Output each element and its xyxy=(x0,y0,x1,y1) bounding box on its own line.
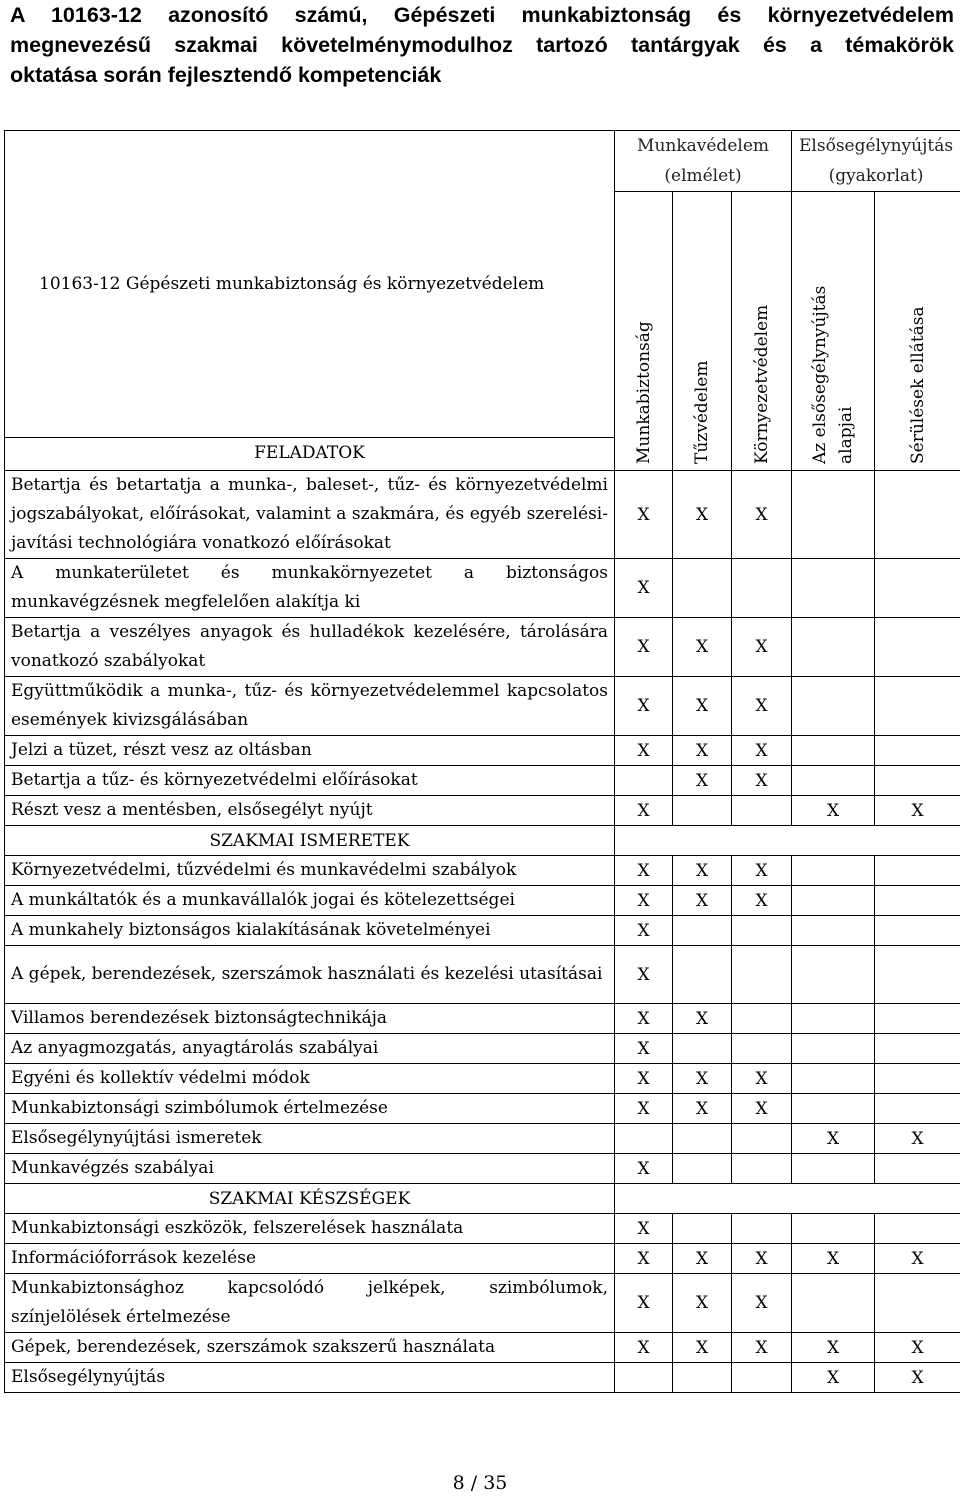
mark-cell: X xyxy=(615,736,673,766)
mark-cell: X xyxy=(792,1363,875,1393)
module-title: 10163-12 Gépészeti munkabiztonság és környezetvédelem xyxy=(5,131,615,438)
mark-cell xyxy=(732,1034,792,1064)
column-header-label: Az elsősegélynyújtás alapjai xyxy=(810,285,857,464)
mark-cell xyxy=(732,559,792,618)
row-label: Betartja és betartatja a munka-, baleset-, tűz- és környezetvédelmi jogszabályokat, előírásokat, valamint a szakmára, és egyéb szerelési-javítási technológiára vonatkozó előírásokat xyxy=(5,471,615,559)
row-label: Jelzi a tüzet, részt vesz az oltásban xyxy=(5,736,615,766)
table-row xyxy=(5,766,960,796)
column-header-label: Munkabiztonság xyxy=(633,321,654,464)
mark-cell: X xyxy=(792,1244,875,1274)
mark-cell xyxy=(792,886,875,916)
row-label: Betartja a tűz- és környezetvédelmi előírásokat xyxy=(5,766,615,796)
mark-cell: X xyxy=(615,946,673,1004)
mark-cell xyxy=(792,856,875,886)
mark-cell xyxy=(875,1214,960,1244)
mark-cell: X xyxy=(615,796,673,826)
title-line-3: oktatása során fejlesztendő kompetenciák xyxy=(10,63,442,87)
column-header-label: Sérülések ellátása xyxy=(907,306,928,464)
row-label: Elsősegélynyújtás xyxy=(5,1363,615,1393)
mark-cell: X xyxy=(615,1244,673,1274)
table-row xyxy=(5,1214,960,1244)
row-label: Részt vesz a mentésben, elsősegélyt nyújt xyxy=(5,796,615,826)
mark-cell: X xyxy=(732,618,792,677)
mark-cell xyxy=(732,1154,792,1184)
row-label: Munkabiztonsági szimbólumok értelmezése xyxy=(5,1094,615,1124)
mark-cell xyxy=(673,1363,732,1393)
mark-cell xyxy=(792,1064,875,1094)
mark-cell: X xyxy=(615,1274,673,1333)
table-row xyxy=(5,1034,960,1064)
mark-cell: X xyxy=(732,886,792,916)
row-label: Gépek, berendezések, szerszámok szakszerű használata xyxy=(5,1333,615,1363)
mark-cell xyxy=(875,1154,960,1184)
row-label: A gépek, berendezések, szerszámok használati és kezelési utasításai xyxy=(5,946,615,1004)
mark-cell xyxy=(875,856,960,886)
mark-cell xyxy=(875,1004,960,1034)
mark-cell: X xyxy=(673,766,732,796)
section-heading: SZAKMAI ISMERETEK xyxy=(5,826,615,856)
mark-cell xyxy=(792,1004,875,1034)
mark-cell xyxy=(875,677,960,736)
table-row xyxy=(5,559,960,618)
mark-cell: X xyxy=(732,766,792,796)
mark-cell xyxy=(732,1214,792,1244)
mark-cell xyxy=(875,946,960,1004)
group-elsosegelynyujtas: Elsősegélynyújtás (gyakorlat) xyxy=(792,131,960,192)
table-row xyxy=(5,856,960,886)
mark-cell: X xyxy=(673,736,732,766)
mark-cell: X xyxy=(673,856,732,886)
mark-cell: X xyxy=(792,796,875,826)
table-row xyxy=(5,1004,960,1034)
mark-cell xyxy=(792,677,875,736)
mark-cell xyxy=(792,916,875,946)
mark-cell: X xyxy=(615,559,673,618)
mark-cell xyxy=(792,559,875,618)
mark-cell: X xyxy=(732,1333,792,1363)
mark-cell xyxy=(875,471,960,559)
mark-cell: X xyxy=(615,1034,673,1064)
page-number: 8 / 35 xyxy=(452,1472,508,1494)
row-label: Munkabiztonsági eszközök, felszerelések használata xyxy=(5,1214,615,1244)
mark-cell xyxy=(673,916,732,946)
table-row xyxy=(5,1064,960,1094)
mark-cell xyxy=(792,1154,875,1184)
mark-cell: X xyxy=(615,677,673,736)
table-row xyxy=(5,677,960,736)
table-row xyxy=(5,796,960,826)
mark-cell xyxy=(875,886,960,916)
table-row xyxy=(5,1363,960,1393)
mark-cell: X xyxy=(615,1064,673,1094)
mark-cell: X xyxy=(673,677,732,736)
mark-cell: X xyxy=(732,736,792,766)
mark-cell: X xyxy=(732,677,792,736)
group-munkavedelem: Munkavédelem (elmélet) xyxy=(615,131,792,192)
section-spacer xyxy=(615,1184,960,1214)
table-row xyxy=(5,946,960,1004)
mark-cell: X xyxy=(875,796,960,826)
row-label: Munkabiztonsághoz kapcsolódó jelképek, szimbólumok, színjelölések értelmezése xyxy=(5,1274,615,1333)
row-label: A munkáltatók és a munkavállalók jogai és kötelezettségei xyxy=(5,886,615,916)
mark-cell xyxy=(792,766,875,796)
mark-cell xyxy=(732,1124,792,1154)
mark-cell xyxy=(732,946,792,1004)
mark-cell: X xyxy=(792,1124,875,1154)
table-row xyxy=(5,736,960,766)
mark-cell xyxy=(732,796,792,826)
mark-cell xyxy=(875,1274,960,1333)
mark-cell xyxy=(792,1094,875,1124)
table-row xyxy=(5,886,960,916)
mark-cell xyxy=(792,1274,875,1333)
mark-cell: X xyxy=(673,1064,732,1094)
mark-cell xyxy=(792,736,875,766)
mark-cell xyxy=(732,1363,792,1393)
mark-cell: X xyxy=(732,1274,792,1333)
mark-cell xyxy=(615,1124,673,1154)
mark-cell: X xyxy=(673,618,732,677)
mark-cell: X xyxy=(615,886,673,916)
mark-cell xyxy=(792,618,875,677)
mark-cell xyxy=(875,736,960,766)
mark-cell xyxy=(615,1363,673,1393)
mark-cell: X xyxy=(615,1333,673,1363)
mark-cell: X xyxy=(732,1064,792,1094)
column-header-label: Tűzvédelem xyxy=(692,360,712,464)
mark-cell: X xyxy=(732,1094,792,1124)
mark-cell xyxy=(875,916,960,946)
mark-cell: X xyxy=(673,1244,732,1274)
mark-cell: X xyxy=(673,886,732,916)
section-heading: SZAKMAI KÉSZSÉGEK xyxy=(5,1184,615,1214)
mark-cell: X xyxy=(615,1154,673,1184)
row-label: Információforrások kezelése xyxy=(5,1244,615,1274)
document-title xyxy=(10,0,954,90)
mark-cell xyxy=(792,1034,875,1064)
row-label: A munkaterületet és munkakörnyezetet a biztonságos munkavégzésnek megfelelően alakítja ki xyxy=(5,559,615,618)
mark-cell: X xyxy=(615,916,673,946)
table-row xyxy=(5,471,960,559)
mark-cell: X xyxy=(732,856,792,886)
mark-cell: X xyxy=(615,471,673,559)
mark-cell xyxy=(673,559,732,618)
competency-table xyxy=(4,130,960,1393)
row-label: A munkahely biztonságos kialakításának követelményei xyxy=(5,916,615,946)
column-header xyxy=(792,192,875,471)
mark-cell xyxy=(673,796,732,826)
row-label: Környezetvédelmi, tűzvédelmi és munkavédelmi szabályok xyxy=(5,856,615,886)
mark-cell xyxy=(875,1034,960,1064)
title-line-1: A 10163-12 azonosító számú, Gépészeti munkabiztonság és környezetvédelem xyxy=(10,3,954,27)
mark-cell xyxy=(673,1124,732,1154)
mark-cell xyxy=(875,559,960,618)
mark-cell xyxy=(792,471,875,559)
row-label: Betartja a veszélyes anyagok és hulladékok kezelésére, tárolására vonatkozó szabályokat xyxy=(5,618,615,677)
column-header xyxy=(615,192,673,471)
mark-cell xyxy=(615,766,673,796)
table-row xyxy=(5,1333,960,1363)
mark-cell: X xyxy=(875,1333,960,1363)
table-row xyxy=(5,1244,960,1274)
mark-cell xyxy=(875,1094,960,1124)
row-label: Elsősegélynyújtási ismeretek xyxy=(5,1124,615,1154)
mark-cell: X xyxy=(732,471,792,559)
mark-cell xyxy=(673,1034,732,1064)
mark-cell: X xyxy=(673,1004,732,1034)
mark-cell: X xyxy=(875,1363,960,1393)
mark-cell xyxy=(732,1004,792,1034)
mark-cell: X xyxy=(673,1333,732,1363)
table-row xyxy=(5,1094,960,1124)
mark-cell xyxy=(792,1214,875,1244)
mark-cell: X xyxy=(673,1094,732,1124)
title-line-2: megnevezésű szakmai követelménymodulhoz tartozó tantárgyak és a témakörök xyxy=(10,33,954,57)
table-row xyxy=(5,618,960,677)
table-row xyxy=(5,1154,960,1184)
mark-cell xyxy=(875,766,960,796)
row-label: Együttműködik a munka-, tűz- és környezetvédelemmel kapcsolatos események kivizsgálásában xyxy=(5,677,615,736)
row-label: Munkavégzés szabályai xyxy=(5,1154,615,1184)
table-row xyxy=(5,916,960,946)
section-spacer xyxy=(615,826,960,856)
column-header-label: Környezetvédelem xyxy=(751,304,772,464)
mark-cell: X xyxy=(615,1004,673,1034)
mark-cell: X xyxy=(732,1244,792,1274)
row-label: Villamos berendezések biztonságtechnikája xyxy=(5,1004,615,1034)
column-header xyxy=(732,192,792,471)
row-label: Egyéni és kollektív védelmi módok xyxy=(5,1064,615,1094)
mark-cell xyxy=(673,946,732,1004)
column-header xyxy=(673,192,732,471)
table-row xyxy=(5,1274,960,1333)
mark-cell: X xyxy=(615,618,673,677)
mark-cell xyxy=(673,1154,732,1184)
mark-cell xyxy=(792,946,875,1004)
mark-cell: X xyxy=(875,1124,960,1154)
table-row xyxy=(5,1124,960,1154)
mark-cell xyxy=(673,1214,732,1244)
mark-cell: X xyxy=(792,1333,875,1363)
mark-cell xyxy=(732,916,792,946)
row-label: Az anyagmozgatás, anyagtárolás szabályai xyxy=(5,1034,615,1064)
mark-cell: X xyxy=(875,1244,960,1274)
section-heading: FELADATOK xyxy=(5,437,615,470)
mark-cell: X xyxy=(673,471,732,559)
mark-cell xyxy=(875,1064,960,1094)
mark-cell: X xyxy=(615,856,673,886)
mark-cell: X xyxy=(673,1274,732,1333)
column-header xyxy=(875,192,960,471)
mark-cell xyxy=(875,618,960,677)
mark-cell: X xyxy=(615,1214,673,1244)
mark-cell: X xyxy=(615,1094,673,1124)
